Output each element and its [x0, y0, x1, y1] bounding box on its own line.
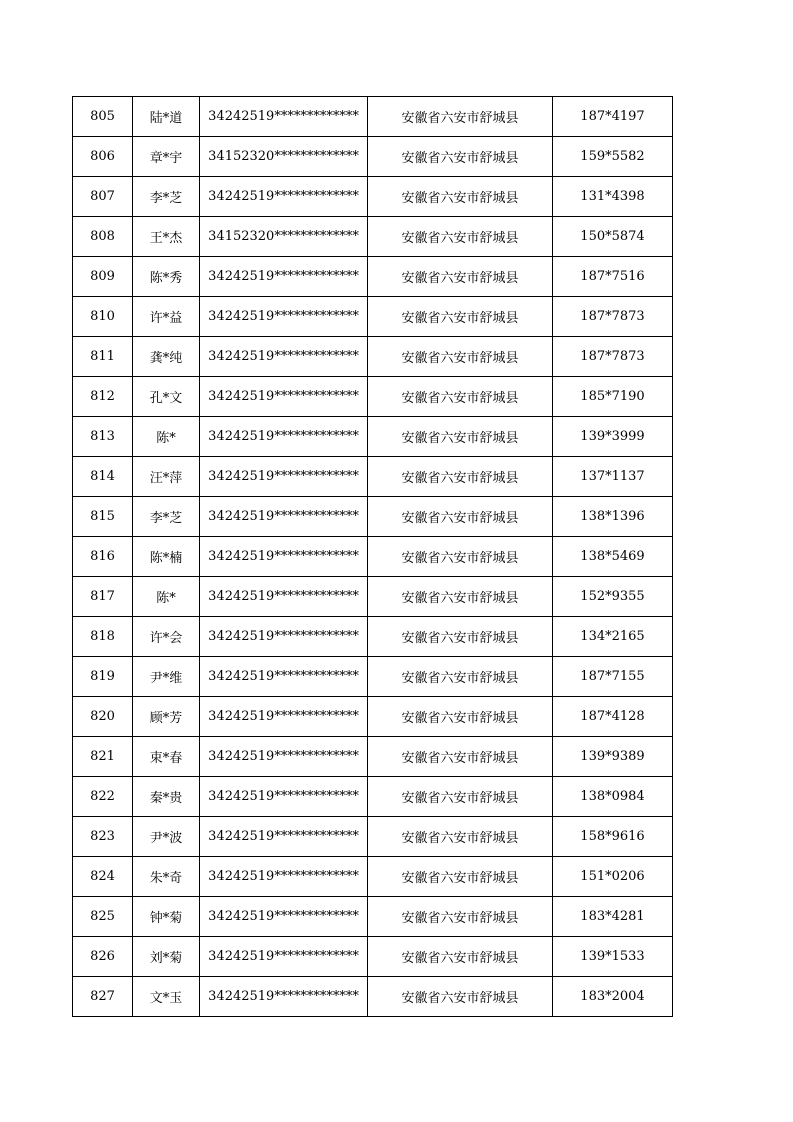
- row-number-cell: 809: [73, 257, 133, 297]
- row-number-cell: 807: [73, 177, 133, 217]
- row-number-cell: 816: [73, 537, 133, 577]
- name-cell: 陆*道: [133, 97, 200, 137]
- id-number-cell: 34242519*************: [200, 257, 368, 297]
- row-number-cell: 827: [73, 977, 133, 1017]
- name-cell: 文*玉: [133, 977, 200, 1017]
- phone-cell: 187*4197: [553, 97, 673, 137]
- address-cell: 安徽省六安市舒城县: [368, 257, 553, 297]
- table-row: [73, 657, 673, 697]
- id-number-cell: 34242519*************: [200, 337, 368, 377]
- table-row: [73, 97, 673, 137]
- name-cell: 尹*波: [133, 817, 200, 857]
- row-number-cell: 824: [73, 857, 133, 897]
- phone-cell: 187*7873: [553, 337, 673, 377]
- phone-cell: 187*4128: [553, 697, 673, 737]
- name-cell: 秦*贵: [133, 777, 200, 817]
- row-number-cell: 814: [73, 457, 133, 497]
- row-number-cell: 817: [73, 577, 133, 617]
- id-number-cell: 34242519*************: [200, 897, 368, 937]
- id-number-cell: 34152320*************: [200, 217, 368, 257]
- table-row: [73, 577, 673, 617]
- id-number-cell: 34242519*************: [200, 537, 368, 577]
- name-cell: 许*会: [133, 617, 200, 657]
- phone-cell: 183*2004: [553, 977, 673, 1017]
- address-cell: 安徽省六安市舒城县: [368, 537, 553, 577]
- phone-cell: 138*1396: [553, 497, 673, 537]
- id-number-cell: 34152320*************: [200, 137, 368, 177]
- row-number-cell: 823: [73, 817, 133, 857]
- phone-cell: 158*9616: [553, 817, 673, 857]
- phone-cell: 134*2165: [553, 617, 673, 657]
- phone-cell: 187*7516: [553, 257, 673, 297]
- id-number-cell: 34242519*************: [200, 977, 368, 1017]
- table-row: [73, 937, 673, 977]
- name-cell: 刘*菊: [133, 937, 200, 977]
- name-cell: 龚*纯: [133, 337, 200, 377]
- id-number-cell: 34242519*************: [200, 497, 368, 537]
- table-row: [73, 777, 673, 817]
- phone-cell: 187*7155: [553, 657, 673, 697]
- name-cell: 王*杰: [133, 217, 200, 257]
- address-cell: 安徽省六安市舒城县: [368, 937, 553, 977]
- name-cell: 李*芝: [133, 497, 200, 537]
- table-row: [73, 617, 673, 657]
- phone-cell: 183*4281: [553, 897, 673, 937]
- table-row: [73, 137, 673, 177]
- phone-cell: 131*4398: [553, 177, 673, 217]
- name-cell: 章*宇: [133, 137, 200, 177]
- table-row: [73, 977, 673, 1017]
- name-cell: 朱*奇: [133, 857, 200, 897]
- id-number-cell: 34242519*************: [200, 697, 368, 737]
- id-number-cell: 34242519*************: [200, 617, 368, 657]
- table-row: [73, 497, 673, 537]
- table-row: [73, 737, 673, 777]
- row-number-cell: 815: [73, 497, 133, 537]
- id-number-cell: 34242519*************: [200, 377, 368, 417]
- name-cell: 钟*菊: [133, 897, 200, 937]
- table-row: [73, 337, 673, 377]
- id-number-cell: 34242519*************: [200, 737, 368, 777]
- address-cell: 安徽省六安市舒城县: [368, 377, 553, 417]
- address-cell: 安徽省六安市舒城县: [368, 577, 553, 617]
- id-number-cell: 34242519*************: [200, 177, 368, 217]
- phone-cell: 151*0206: [553, 857, 673, 897]
- id-number-cell: 34242519*************: [200, 297, 368, 337]
- table-row: [73, 817, 673, 857]
- phone-cell: 138*0984: [553, 777, 673, 817]
- name-cell: 孔*文: [133, 377, 200, 417]
- table-row: [73, 297, 673, 337]
- table-row: [73, 697, 673, 737]
- address-cell: 安徽省六安市舒城县: [368, 417, 553, 457]
- name-cell: 汪*萍: [133, 457, 200, 497]
- row-number-cell: 825: [73, 897, 133, 937]
- id-number-cell: 34242519*************: [200, 457, 368, 497]
- row-number-cell: 813: [73, 417, 133, 457]
- row-number-cell: 808: [73, 217, 133, 257]
- address-cell: 安徽省六安市舒城县: [368, 657, 553, 697]
- id-number-cell: 34242519*************: [200, 657, 368, 697]
- phone-cell: 139*1533: [553, 937, 673, 977]
- table-row: [73, 537, 673, 577]
- row-number-cell: 805: [73, 97, 133, 137]
- address-cell: 安徽省六安市舒城县: [368, 97, 553, 137]
- row-number-cell: 818: [73, 617, 133, 657]
- phone-cell: 138*5469: [553, 537, 673, 577]
- name-cell: 陈*: [133, 577, 200, 617]
- name-cell: 尹*维: [133, 657, 200, 697]
- phone-cell: 139*9389: [553, 737, 673, 777]
- table-row: [73, 217, 673, 257]
- row-number-cell: 826: [73, 937, 133, 977]
- phone-cell: 159*5582: [553, 137, 673, 177]
- table-row: [73, 457, 673, 497]
- phone-cell: 187*7873: [553, 297, 673, 337]
- row-number-cell: 810: [73, 297, 133, 337]
- id-number-cell: 34242519*************: [200, 857, 368, 897]
- row-number-cell: 821: [73, 737, 133, 777]
- table-row: [73, 377, 673, 417]
- table-row: [73, 857, 673, 897]
- id-number-cell: 34242519*************: [200, 417, 368, 457]
- id-number-cell: 34242519*************: [200, 97, 368, 137]
- row-number-cell: 811: [73, 337, 133, 377]
- name-cell: 束*春: [133, 737, 200, 777]
- phone-cell: 150*5874: [553, 217, 673, 257]
- address-cell: 安徽省六安市舒城县: [368, 217, 553, 257]
- name-cell: 李*芝: [133, 177, 200, 217]
- id-number-cell: 34242519*************: [200, 937, 368, 977]
- name-cell: 陈*: [133, 417, 200, 457]
- phone-cell: 139*3999: [553, 417, 673, 457]
- records-table: [72, 96, 673, 1017]
- name-cell: 陈*楠: [133, 537, 200, 577]
- table-row: [73, 897, 673, 937]
- address-cell: 安徽省六安市舒城县: [368, 737, 553, 777]
- table-row: [73, 177, 673, 217]
- address-cell: 安徽省六安市舒城县: [368, 897, 553, 937]
- address-cell: 安徽省六安市舒城县: [368, 497, 553, 537]
- row-number-cell: 820: [73, 697, 133, 737]
- table-row: [73, 417, 673, 457]
- name-cell: 陈*秀: [133, 257, 200, 297]
- phone-cell: 185*7190: [553, 377, 673, 417]
- id-number-cell: 34242519*************: [200, 817, 368, 857]
- name-cell: 许*益: [133, 297, 200, 337]
- id-number-cell: 34242519*************: [200, 577, 368, 617]
- row-number-cell: 806: [73, 137, 133, 177]
- phone-cell: 152*9355: [553, 577, 673, 617]
- table-row: [73, 257, 673, 297]
- row-number-cell: 812: [73, 377, 133, 417]
- address-cell: 安徽省六安市舒城县: [368, 337, 553, 377]
- id-number-cell: 34242519*************: [200, 777, 368, 817]
- address-cell: 安徽省六安市舒城县: [368, 137, 553, 177]
- address-cell: 安徽省六安市舒城县: [368, 177, 553, 217]
- name-cell: 顾*芳: [133, 697, 200, 737]
- address-cell: 安徽省六安市舒城县: [368, 777, 553, 817]
- row-number-cell: 822: [73, 777, 133, 817]
- address-cell: 安徽省六安市舒城县: [368, 297, 553, 337]
- phone-cell: 137*1137: [553, 457, 673, 497]
- address-cell: 安徽省六安市舒城县: [368, 457, 553, 497]
- address-cell: 安徽省六安市舒城县: [368, 617, 553, 657]
- address-cell: 安徽省六安市舒城县: [368, 977, 553, 1017]
- address-cell: 安徽省六安市舒城县: [368, 697, 553, 737]
- records-body: [73, 97, 673, 1017]
- address-cell: 安徽省六安市舒城县: [368, 817, 553, 857]
- row-number-cell: 819: [73, 657, 133, 697]
- address-cell: 安徽省六安市舒城县: [368, 857, 553, 897]
